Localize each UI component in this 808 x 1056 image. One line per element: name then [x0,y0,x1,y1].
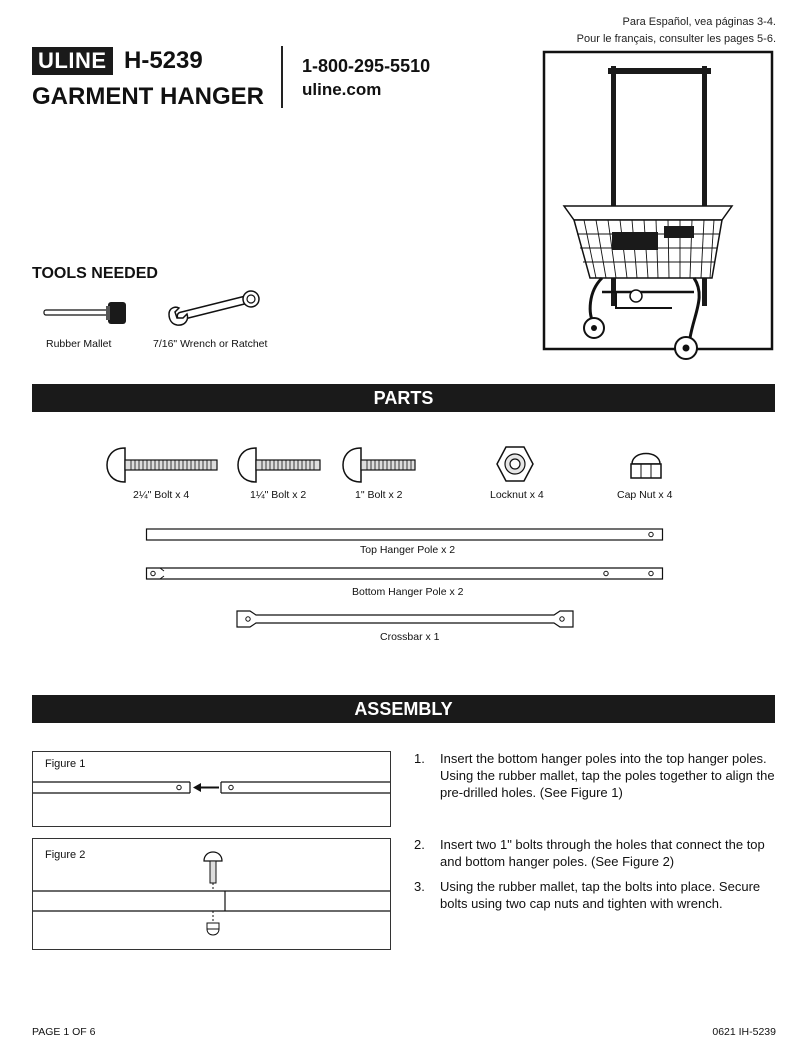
part-label-cap-nut: Cap Nut x 4 [617,489,673,501]
assembly-heading: ASSEMBLY [32,695,775,723]
parts-heading: PARTS [32,384,775,412]
header-divider [281,46,283,108]
part-label-locknut: Locknut x 4 [490,489,544,501]
step-1-text: Insert the bottom hanger poles into the top hanger poles. Using the rubber mallet, tap the poles together to align the pre-drilled holes. (See Figure 1) [440,751,775,800]
step-3 [414,878,776,930]
wrench-icon [167,290,263,330]
figure-2-label: Figure 2 [45,849,86,861]
bottom-hanger-pole-icon [146,567,664,581]
figure-1-drawing [33,752,390,826]
model-number: H-5239 [124,47,203,74]
part-label-top-pole: Top Hanger Pole x 2 [360,544,456,556]
uline-logo: ULINE [32,47,113,75]
tools-heading: TOOLS NEEDED [32,265,158,282]
step-2-number: 2. [414,837,425,852]
phone-number: 1-800-295-5510 [302,56,431,76]
french-note: Pour le français, consulter les pages 5-6. [576,33,776,45]
bolt-1-icon [343,446,419,484]
tool-label-mallet: Rubber Mallet [46,338,112,350]
figure-2 [32,838,391,950]
figure-1-label: Figure 1 [45,758,86,770]
locknut-icon [496,446,534,482]
crossbar-icon [236,610,574,628]
tool-label-wrench: 7/16" Wrench or Ratchet [153,338,268,350]
rubber-mallet-icon [44,298,134,328]
garment-cart-illustration [544,52,776,352]
part-label-crossbar: Crossbar x 1 [380,631,440,643]
part-label-bolt-1-1-4: 1¼" Bolt x 2 [250,489,307,501]
figure-2-drawing [33,839,390,949]
part-label-bolt-1: 1" Bolt x 2 [355,489,403,501]
figure-1 [32,751,391,827]
part-label-bolt-2-1-4: 2¼" Bolt x 4 [133,489,190,501]
bolt-1-1-4-icon [238,446,324,484]
spanish-note: Para Español, vea páginas 3-4. [622,16,776,28]
step-3-text: Using the rubber mallet, tap the bolts into place. Secure bolts using two cap nuts and tighten with wrench. [440,879,761,911]
step-2-text: Insert two 1" bolts through the holes that connect the top and bottom hanger poles. (See Figure 2) [440,837,765,869]
bolt-2-1-4-icon [107,446,219,484]
part-label-bottom-pole: Bottom Hanger Pole x 2 [352,586,464,598]
step-3-number: 3. [414,879,425,894]
cap-nut-icon [628,444,664,482]
step-1 [414,750,776,802]
document-code: 0621 IH-5239 [712,1026,776,1038]
document-title: GARMENT HANGER [32,83,264,110]
page-number: PAGE 1 OF 6 [32,1026,96,1038]
top-hanger-pole-icon [146,528,664,542]
step-1-number: 1. [414,751,425,766]
product-image [544,52,776,352]
website: uline.com [302,80,382,99]
step-2 [414,836,776,872]
